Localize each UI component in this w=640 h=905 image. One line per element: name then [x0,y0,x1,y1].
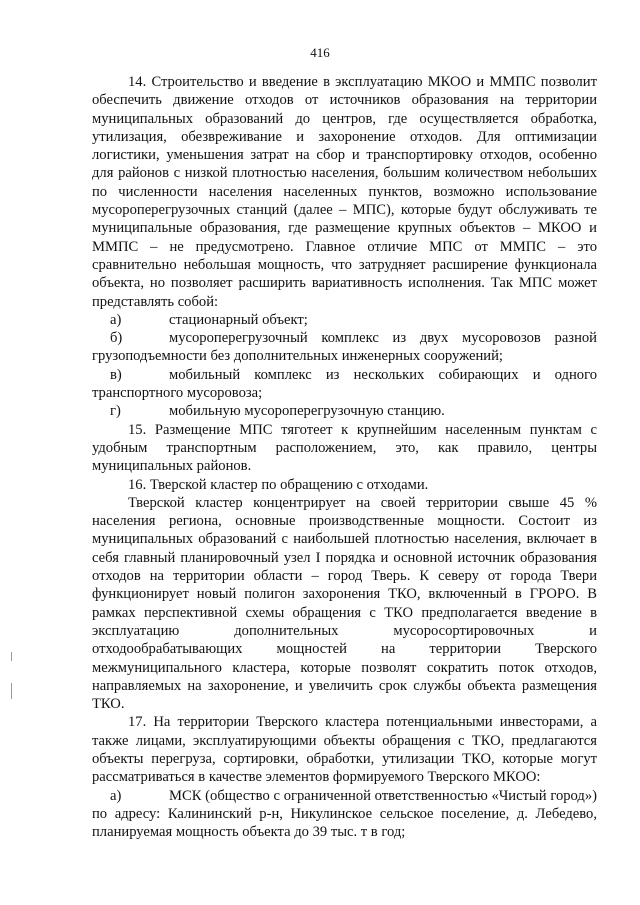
list-item-text: мобильный комплекс из нескольких собирающих и одного транспортного мусоровоза; [92,366,597,402]
paragraph-16-heading: 16. Тверской кластер по обращению с отходами. [128,476,429,493]
list-item-text: МСК (общество с ограниченной ответственностью «Чистый город») по адресу: Калининский р-н, Никулинское сельское поселение, д. Лебедево, планируемая мощность объекта до 39 тыс. т в год; [92,787,597,841]
list-marker: в) [110,366,122,383]
scan-margin-mark [11,683,12,699]
paragraph-17: 17. На территории Тверского кластера потенциальными инвесторами, а также лицами, эксплуатирующими объекты обращения с ТКО, предлагаются объекты перегруза, сортировки, обработки, утилизации ТКО, которые могут рассматриваться в качестве элементов формируемого Тверского МКОО: [92,714,597,786]
list-item [92,787,597,842]
list-marker: а) [110,787,122,804]
scan-margin-mark [11,652,12,661]
paragraph-14: 14. Строительство и введение в эксплуатацию МКОО и ММПС позволит обеспечить движение отходов от источников образования на территории муниципальных образований до центров, где осуществляется обработка, утилизация, обезвреживание и захоронение отходов. Для оптимизации логистики, уменьшения затрат на сбор и транспортировку отходов, особенно для районов с низкой плотностью населения, большим количеством небольших по численности населения населенных пунктов, возможно использование мусороперегрузочных станций (далее – МПС), которые будут обслуживать те муниципальные образования, где размещение крупных объектов – МКОО и ММПС – не предусмотрено. Главное отличие МПС от ММПС – это сравнительно небольшая мощность, что затрудняет расширение функционала объекта, но позволяет расширить вариативность исполнения. Так МПС может представлять собой: [92,74,597,310]
document-body [92,73,597,841]
page-number: 416 [310,45,330,60]
list-item [92,402,597,420]
list-item [92,329,597,366]
list-item [92,311,597,329]
list-item-text: мобильную мусороперегрузочную станцию. [169,403,445,420]
list-marker: а) [110,311,122,328]
list-marker: г) [110,403,121,420]
list-item [92,366,597,403]
list-item-text: мусороперегрузочный комплекс из двух мусоровозов разной грузоподъемности без дополнительных инженерных сооружений; [92,330,597,365]
paragraph-16-body: Тверской кластер концентрирует на своей территории свыше 45 % населения региона, основные производственные мощности. Состоит из муниципальных образований с наибольшей плотностью населения, включает в себя главный планировочный узел I порядка и основной источник образования отходов на территории области – город Тверь. К северу от города Твери функционирует новый полигон захоронения ТКО, включенный в ГРОРО. В рамках перспективной схемы обращения с ТКО предполагается введение в эксплуатацию дополнительных мусоросортировочных и отходообрабатывающих мощностей на территории Тверского межмуниципального кластера, которые позволят сократить поток отходов, направляемых на захоронение, и увеличить срок службы объекта размещения ТКО. [92,494,597,713]
list-item-text: стационарный объект; [169,311,308,328]
list-marker: б) [110,330,123,347]
paragraph-15: 15. Размещение МПС тяготеет к крупнейшим населенным пунктам с удобным транспортным расположением, это, как правило, центры муниципальных районов. [92,421,597,475]
